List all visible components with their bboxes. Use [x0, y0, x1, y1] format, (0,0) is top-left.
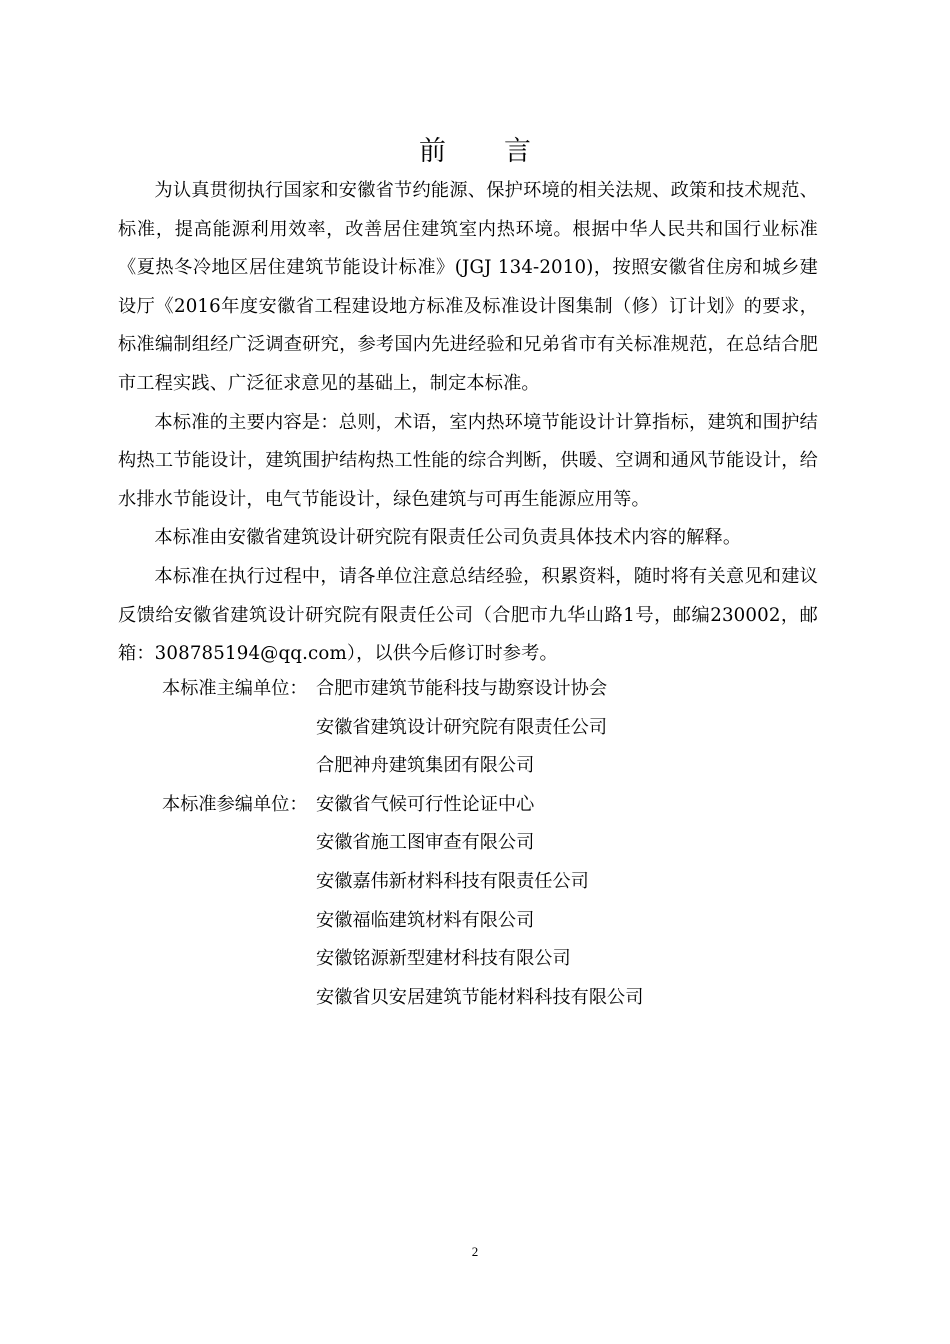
- participant-unit-row: [162, 863, 722, 902]
- participant-unit-row: [162, 824, 722, 863]
- paragraph-contents: 本标准的主要内容是：总则，术语，室内热环境节能设计计算指标，建筑和围护结构热工节能设计，建筑围护结构热工性能的综合判断，供暖、空调和通风节能设计，给水排水节能设计，电气节能设计，绿色建筑与可再生能源应用等。: [118, 411, 818, 510]
- participant-unit: 安徽嘉伟新材料科技有限责任公司: [316, 870, 589, 892]
- preface-body: [118, 172, 818, 674]
- participant-unit-row: [162, 979, 722, 1018]
- participant-unit: 安徽省贝安居建筑节能材料科技有限公司: [316, 986, 644, 1008]
- participant-unit: 安徽福临建筑材料有限公司: [316, 909, 535, 931]
- participant-unit: 安徽铭源新型建材科技有限公司: [316, 948, 571, 970]
- title-char-2: 言: [504, 136, 531, 167]
- page-number: 2: [471, 1244, 479, 1259]
- chief-unit-row: [162, 747, 722, 786]
- title-char-1: 前: [419, 136, 446, 167]
- chief-unit: 合肥神舟建筑集团有限公司: [316, 755, 535, 777]
- chief-unit: 合肥市建筑节能科技与勘察设计协会: [316, 678, 608, 699]
- paragraph-interpretation: 本标准由安徽省建筑设计研究院有限责任公司负责具体技术内容的解释。: [154, 527, 742, 549]
- participant-unit: 安徽省施工图审查有限公司: [316, 832, 535, 854]
- participant-unit-row: [162, 902, 722, 941]
- chief-units-label: 本标准主编单位：: [162, 678, 308, 699]
- chief-unit-row: [162, 670, 722, 709]
- paragraph-purpose: 为认真贯彻执行国家和安徽省节约能源、保护环境的相关法规、政策和技术规范、标准，提高能源利用效率，改善居住建筑室内热环境。根据中华人民共和国行业标准《夏热冬冷地区居住建筑节能设计标准》(JGJ 134-2010)，按照安徽省住房和城乡建设厅《2016年度安徽省工程建设地方标准及标准设计图集制（修）订计划》的要求，标准编制组经广泛调查研究，参考国内先进经验和兄弟省市有关标准规范，在总结合肥市工程实践、广泛征求意见的基础上，制定本标准。: [118, 180, 818, 394]
- participant-units-label: 本标准参编单位：: [162, 793, 308, 815]
- chief-unit: 安徽省建筑设计研究院有限责任公司: [316, 716, 608, 738]
- page-title: [0, 132, 950, 172]
- participant-unit-row: [162, 786, 722, 825]
- organizations-list: [162, 670, 722, 1017]
- participant-unit: 安徽省气候可行性论证中心: [316, 793, 535, 815]
- paragraph-feedback: 本标准在执行过程中，请各单位注意总结经验，积累资料，随时将有关意见和建议反馈给安徽省建筑设计研究院有限责任公司（合肥市九华山路1号，邮编230002，邮箱：308785194@qq.com），以供今后修订时参考。: [118, 565, 818, 665]
- chief-unit-row: [162, 709, 722, 748]
- participant-unit-row: [162, 940, 722, 979]
